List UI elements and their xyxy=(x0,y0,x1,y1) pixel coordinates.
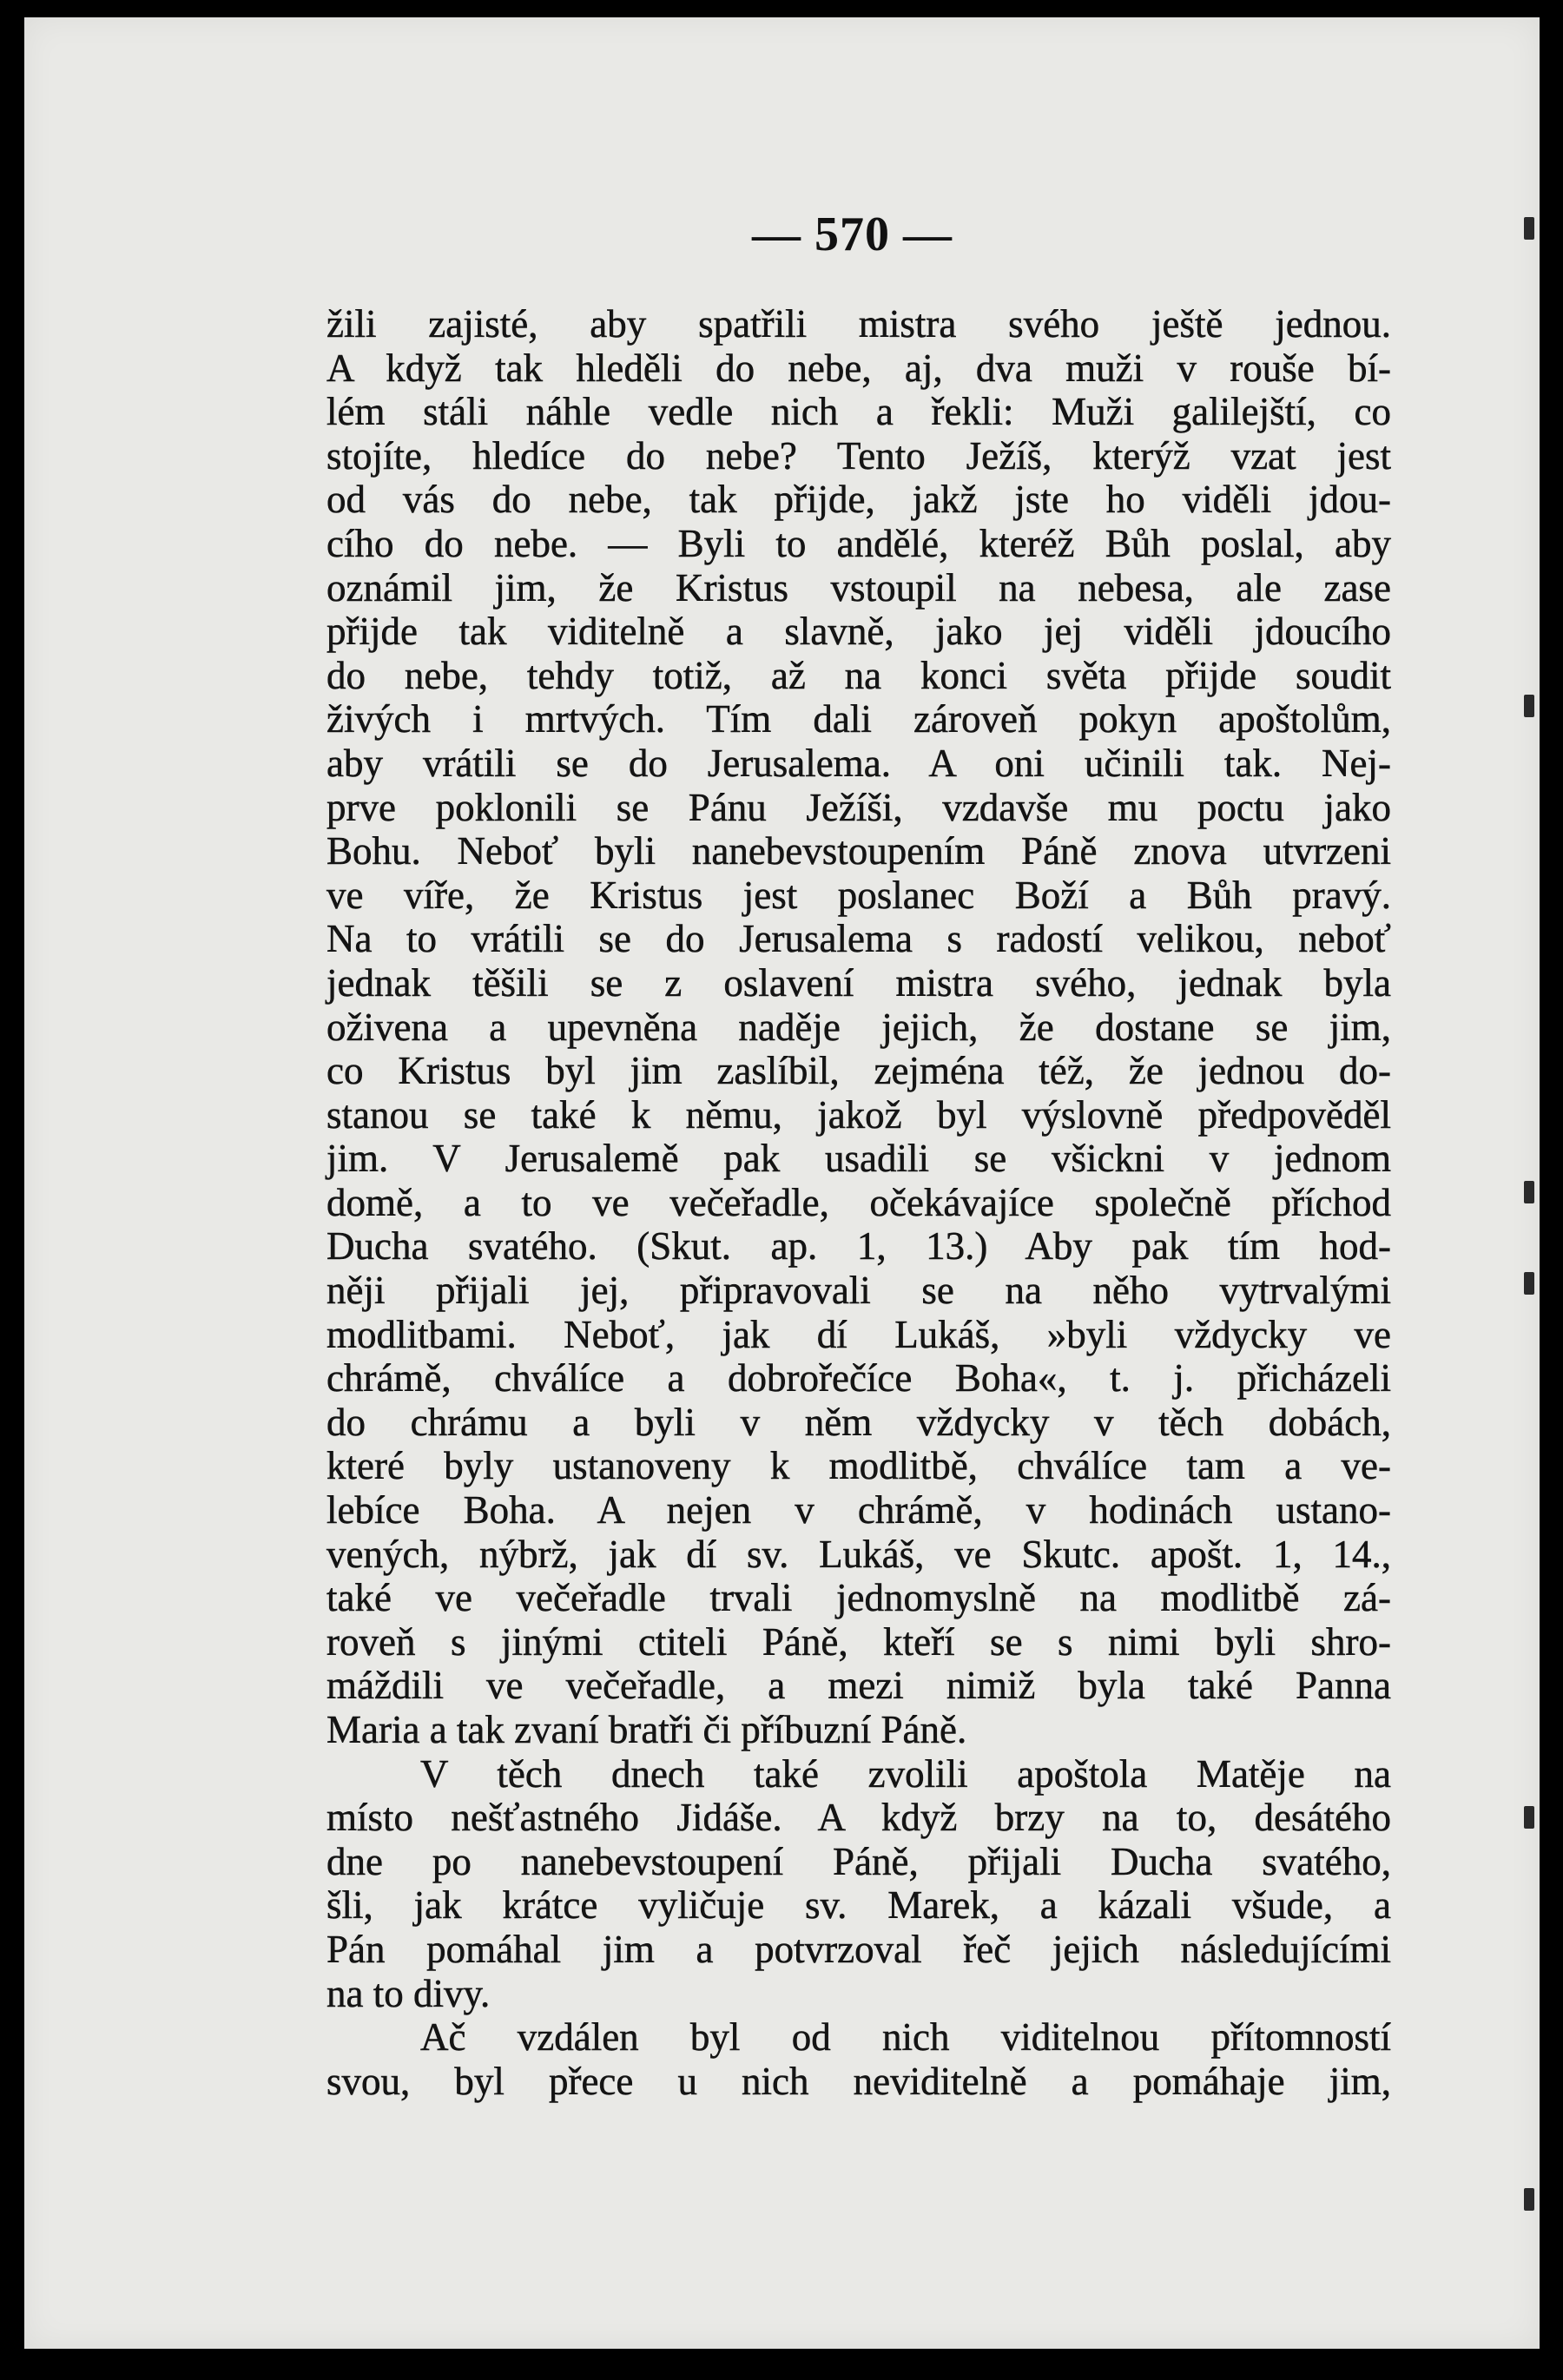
text-line: něji přijali jej, připravovali se na něho vytrvalými xyxy=(326,1269,1391,1313)
text-line: žili zajisté, aby spatřili mistra svého ještě jednou. xyxy=(326,302,1391,346)
text-line: chrámě, chválíce a dobrořečíce Boha«, t. j. přicházeli xyxy=(326,1356,1391,1401)
text-line: modlitbami. Neboť, jak dí Lukáš, »byli vždycky ve xyxy=(326,1312,1391,1356)
text-line: jednak těšili se z oslavení mistra svého, jednak byla xyxy=(326,960,1391,1005)
text-line: na to divy. xyxy=(326,1971,491,2015)
text-line: V těch dnech také zvolili apoštola Matěje na xyxy=(420,1751,1391,1796)
text-line: A když tak hleděli do nebe, aj, dva muži v rouše bí- xyxy=(326,346,1391,390)
text-line: Ač vzdálen byl od nich viditelnou přítomností xyxy=(420,2015,1391,2060)
text-line: dne po nanebevstoupení Páně, přijali Ducha svatého, xyxy=(326,1839,1391,1883)
text-line: do nebe, tehdy totiž, až na konci světa přijde soudit xyxy=(326,653,1391,697)
text-line: domě, a to ve večeřadle, očekávajíce společně příchod xyxy=(326,1180,1391,1224)
text-line: živých i mrtvých. Tím dali zároveň pokyn apoštolům, xyxy=(326,697,1391,742)
text-line: aby vrátili se do Jerusalema. A oni učinili tak. Nej- xyxy=(326,741,1391,785)
text-line: jim. V Jerusalemě pak usadili se všickni v jednom xyxy=(326,1137,1391,1181)
text-line: Pán pomáhal jim a potvrzoval řeč jejich následujícími xyxy=(326,1927,1391,1971)
book-page xyxy=(24,17,1540,2349)
text-line: do chrámu a byli v něm vždycky v těch dobách, xyxy=(326,1400,1391,1444)
text-line: oznámil jim, že Kristus vstoupil na nebesa, ale zase xyxy=(326,565,1391,610)
binding-mark xyxy=(1524,695,1534,717)
text-line: od vás do nebe, tak přijde, jakž jste ho viděli jdou- xyxy=(326,478,1391,522)
text-line: ve víře, že Kristus jest poslanec Boží a Bůh pravý. xyxy=(326,873,1391,917)
text-line: cího do nebe. — Byli to andělé, kteréž Bůh poslal, aby xyxy=(326,521,1391,565)
page-number: — 570 — xyxy=(752,208,953,261)
text-line: přijde tak viditelně a slavně, jako jej viděli jdoucího xyxy=(326,610,1391,654)
text-line: Bohu. Neboť byli nanebevstoupením Páně znova utvrzeni xyxy=(326,829,1391,874)
binding-mark xyxy=(1524,1272,1534,1295)
text-line: stanou se také k němu, jakož byl výslovně předpověděl xyxy=(326,1092,1391,1137)
text-line: místo nešťastného Jidáše. A když brzy na to, desátého xyxy=(326,1796,1391,1840)
text-line: které byly ustanoveny k modlitbě, chválíce tam a ve- xyxy=(326,1444,1391,1488)
text-line: šli, jak krátce vyličuje sv. Marek, a kázali všude, a xyxy=(326,1883,1391,1928)
binding-mark xyxy=(1524,1806,1534,1829)
text-line: co Kristus byl jim zaslíbil, zejména též, že jednou do- xyxy=(326,1049,1391,1093)
text-line: Ducha svatého. (Skut. ap. 1, 13.) Aby pak tím hod- xyxy=(326,1224,1391,1269)
text-line: máždili ve večeřadle, a mezi nimiž byla také Panna xyxy=(326,1664,1391,1708)
binding-mark xyxy=(1524,1181,1534,1203)
text-line: prve poklonili se Pánu Ježíši, vzdavše mu poctu jako xyxy=(326,785,1391,829)
text-line: svou, byl přece u nich neviditelně a pomáhaje jim, xyxy=(326,2059,1391,2103)
text-line: stojíte, hledíce do nebe? Tento Ježíš, kterýž vzat jest xyxy=(326,433,1391,478)
body-text xyxy=(326,302,1391,2103)
text-line: lebíce Boha. A nejen v chrámě, v hodinách ustano- xyxy=(326,1488,1391,1533)
text-line: oživena a upevněna naděje jejich, že dostane se jim, xyxy=(326,1005,1391,1049)
text-line: také ve večeřadle trvali jednomyslně na modlitbě zá- xyxy=(326,1576,1391,1620)
binding-mark xyxy=(1524,217,1534,240)
text-line: Maria a tak zvaní bratři či příbuzní Páně. xyxy=(326,1708,967,1751)
spine-edge xyxy=(1505,17,1540,2349)
text-line: roveň s jinými ctiteli Páně, kteří se s nimi byli shro- xyxy=(326,1619,1391,1664)
text-line: Na to vrátili se do Jerusalema s radostí velikou, neboť xyxy=(326,917,1391,961)
binding-mark xyxy=(1524,2188,1534,2211)
text-line: lém stáli náhle vedle nich a řekli: Muži galilejští, co xyxy=(326,390,1391,434)
text-line: vených, nýbrž, jak dí sv. Lukáš, ve Skutc. apošt. 1, 14., xyxy=(326,1532,1391,1576)
